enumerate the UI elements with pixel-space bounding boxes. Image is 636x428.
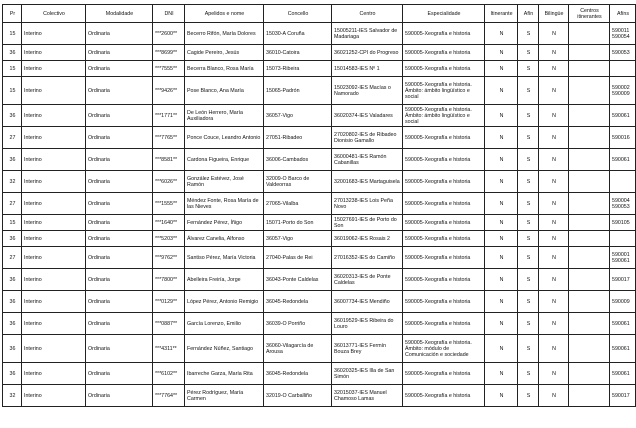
row-centros-itinerantes — [569, 77, 610, 105]
row-pr: 27 — [3, 127, 22, 149]
table-row — [3, 45, 636, 61]
header-pr: Pr — [3, 5, 22, 23]
row-especialidade: 590005-Xeografía e historia — [403, 385, 485, 407]
row-nome: Ponce Couce, Leandro Antonio — [185, 127, 264, 149]
row-afins — [610, 231, 636, 247]
row-itinerante: N — [485, 335, 518, 363]
row-colectivo: Interino — [22, 247, 86, 269]
row-centros-itinerantes — [569, 313, 610, 335]
row-pr: 36 — [3, 45, 22, 61]
row-afins — [610, 61, 636, 77]
row-itinerante: N — [485, 313, 518, 335]
row-nome: Cardona Figueira, Enrique — [185, 149, 264, 171]
row-pr: 36 — [3, 105, 22, 127]
row-afin: S — [518, 127, 539, 149]
row-itinerante: N — [485, 269, 518, 291]
row-centros-itinerantes — [569, 61, 610, 77]
row-centros-itinerantes — [569, 247, 610, 269]
row-itinerante: N — [485, 149, 518, 171]
row-modalidade: Ordinaria — [86, 23, 153, 45]
row-especialidade: 590005-Xeografía e historia — [403, 23, 485, 45]
row-modalidade: Ordinaria — [86, 193, 153, 215]
row-itinerante: N — [485, 105, 518, 127]
row-concello: 15065-Padrón — [264, 77, 332, 105]
row-afins — [610, 171, 636, 193]
row-dni: ***7800** — [153, 269, 185, 291]
row-afins: 590105 — [610, 215, 636, 231]
row-afins: 590017 — [610, 269, 636, 291]
row-concello: 36045-Redondela — [264, 363, 332, 385]
row-afins: 590061 — [610, 313, 636, 335]
row-nome: López Pérez, Antonio Remigio — [185, 291, 264, 313]
row-afin: S — [518, 45, 539, 61]
row-centro: 27013238-IES Lois Peña Novo — [332, 193, 403, 215]
row-colectivo: Interino — [22, 23, 86, 45]
row-concello: 32019-O Carballiño — [264, 385, 332, 407]
table-row — [3, 193, 636, 215]
row-nome: González Estévez, José Ramón — [185, 171, 264, 193]
row-afin: S — [518, 313, 539, 335]
row-nome: Becerro Rifón, María Dolores — [185, 23, 264, 45]
row-pr: 15 — [3, 77, 22, 105]
row-concello: 27040-Palas de Rei — [264, 247, 332, 269]
row-dni: ***6026** — [153, 171, 185, 193]
row-modalidade: Ordinaria — [86, 313, 153, 335]
row-dni: ***7764** — [153, 385, 185, 407]
row-colectivo: Interino — [22, 313, 86, 335]
row-modalidade: Ordinaria — [86, 127, 153, 149]
row-afins: 590001 590061 — [610, 247, 636, 269]
row-afin: S — [518, 149, 539, 171]
table-row — [3, 269, 636, 291]
row-afin: S — [518, 231, 539, 247]
row-afin: S — [518, 193, 539, 215]
row-centros-itinerantes — [569, 231, 610, 247]
header-row — [3, 5, 636, 23]
row-especialidade: 590005-Xeografía e historia — [403, 149, 485, 171]
row-afins: 590053 — [610, 45, 636, 61]
row-itinerante: N — [485, 171, 518, 193]
row-centros-itinerantes — [569, 127, 610, 149]
row-pr: 36 — [3, 291, 22, 313]
row-concello: 36045-Redondela — [264, 291, 332, 313]
row-centros-itinerantes — [569, 105, 610, 127]
row-itinerante: N — [485, 45, 518, 61]
row-concello: 36057-Vigo — [264, 105, 332, 127]
header-especialidade: Especialidade — [403, 5, 485, 23]
row-modalidade: Ordinaria — [86, 77, 153, 105]
row-centros-itinerantes — [569, 193, 610, 215]
row-afins: 590061 — [610, 149, 636, 171]
row-afin: S — [518, 291, 539, 313]
row-pr: 15 — [3, 23, 22, 45]
row-nome: Ibarreche Garza, María Rita — [185, 363, 264, 385]
row-modalidade: Ordinaria — [86, 105, 153, 127]
row-afins: 590061 — [610, 335, 636, 363]
row-centros-itinerantes — [569, 291, 610, 313]
row-itinerante: N — [485, 385, 518, 407]
row-bilingue: N — [539, 45, 569, 61]
table-row — [3, 171, 636, 193]
table-row — [3, 363, 636, 385]
row-colectivo: Interino — [22, 215, 86, 231]
table-row — [3, 291, 636, 313]
row-centro: 15027691-IES de Porto do Son — [332, 215, 403, 231]
row-colectivo: Interino — [22, 291, 86, 313]
row-especialidade: 590005-Xeografía e historia — [403, 61, 485, 77]
row-pr: 27 — [3, 193, 22, 215]
row-itinerante: N — [485, 291, 518, 313]
row-especialidade: 590005-Xeografía e historia. Ámbito: ámbito lingüístico e social — [403, 77, 485, 105]
row-concello: 15071-Porto do Son — [264, 215, 332, 231]
row-modalidade: Ordinaria — [86, 247, 153, 269]
row-afin: S — [518, 269, 539, 291]
table-row — [3, 105, 636, 127]
row-modalidade: Ordinaria — [86, 291, 153, 313]
row-concello: 27051-Ribadeo — [264, 127, 332, 149]
row-nome: Méndez Fonte, Rosa María de las Nieves — [185, 193, 264, 215]
row-centros-itinerantes — [569, 215, 610, 231]
row-concello: 36010-Catoira — [264, 45, 332, 61]
row-concello: 36039-O Porriño — [264, 313, 332, 335]
row-bilingue: N — [539, 215, 569, 231]
row-afin: S — [518, 77, 539, 105]
row-afins: 590002 590009 — [610, 77, 636, 105]
row-centro: 36007734-IES Mendiño — [332, 291, 403, 313]
row-afin: S — [518, 247, 539, 269]
row-bilingue: N — [539, 335, 569, 363]
row-afins: 590061 — [610, 363, 636, 385]
row-colectivo: Interino — [22, 193, 86, 215]
row-nome: Fernández Pérez, Íñigo — [185, 215, 264, 231]
row-centro: 36020313-IES de Ponte Caldelas — [332, 269, 403, 291]
row-especialidade: 590005-Xeografía e historia — [403, 231, 485, 247]
row-colectivo: Interino — [22, 77, 86, 105]
row-centros-itinerantes — [569, 335, 610, 363]
row-afins: 590061 — [610, 105, 636, 127]
row-centro: 36019062-IES Rosais 2 — [332, 231, 403, 247]
row-colectivo: Interino — [22, 61, 86, 77]
row-pr: 36 — [3, 149, 22, 171]
table-row — [3, 77, 636, 105]
row-especialidade: 590005-Xeografía e historia — [403, 291, 485, 313]
row-colectivo: Interino — [22, 385, 86, 407]
header-centro: Centro — [332, 5, 403, 23]
table-row — [3, 61, 636, 77]
row-modalidade: Ordinaria — [86, 385, 153, 407]
row-bilingue: N — [539, 127, 569, 149]
row-afins: 590009 — [610, 291, 636, 313]
row-centros-itinerantes — [569, 45, 610, 61]
row-dni: ***2600** — [153, 23, 185, 45]
row-pr: 36 — [3, 231, 22, 247]
row-nome: Becerra Blanco, Rosa María — [185, 61, 264, 77]
row-colectivo: Interino — [22, 363, 86, 385]
row-centros-itinerantes — [569, 269, 610, 291]
table-row — [3, 231, 636, 247]
row-pr: 32 — [3, 385, 22, 407]
table-body — [3, 23, 636, 407]
row-centro: 27020802-IES de Ribadeo Dionisio Gamallo — [332, 127, 403, 149]
row-itinerante: N — [485, 61, 518, 77]
row-afin: S — [518, 61, 539, 77]
row-nome: Pose Blanco, Ana María — [185, 77, 264, 105]
row-centro: 36020374-IES Valadares — [332, 105, 403, 127]
row-itinerante: N — [485, 127, 518, 149]
row-pr: 36 — [3, 335, 22, 363]
row-nome: Abelleira Freiría, Jorge — [185, 269, 264, 291]
document-page — [2, 4, 630, 407]
row-concello: 36006-Cambados — [264, 149, 332, 171]
row-dni: ***9426** — [153, 77, 185, 105]
row-centros-itinerantes — [569, 23, 610, 45]
row-bilingue: N — [539, 385, 569, 407]
header-bilingue: Bilingüe — [539, 5, 569, 23]
row-colectivo: Interino — [22, 335, 86, 363]
row-afins: 590011 590054 — [610, 23, 636, 45]
row-modalidade: Ordinaria — [86, 171, 153, 193]
row-centro: 36020325-IES Illa de San Simón — [332, 363, 403, 385]
row-concello: 36043-Ponte Caldelas — [264, 269, 332, 291]
row-modalidade: Ordinaria — [86, 231, 153, 247]
row-colectivo: Interino — [22, 149, 86, 171]
row-especialidade: 590005-Xeografía e historia — [403, 127, 485, 149]
row-centro: 36013771-IES Fermín Bouza Brey — [332, 335, 403, 363]
header-afin: Afín — [518, 5, 539, 23]
row-dni: ***8581** — [153, 149, 185, 171]
row-bilingue: N — [539, 291, 569, 313]
row-nome: De León Herrero, María Auxiliadora — [185, 105, 264, 127]
row-dni: ***0887** — [153, 313, 185, 335]
table-row — [3, 313, 636, 335]
table-row — [3, 385, 636, 407]
row-afin: S — [518, 363, 539, 385]
row-concello: 36057-Vigo — [264, 231, 332, 247]
row-dni: ***4311** — [153, 335, 185, 363]
row-afin: S — [518, 335, 539, 363]
row-pr: 36 — [3, 269, 22, 291]
row-itinerante: N — [485, 23, 518, 45]
row-dni: ***9762** — [153, 247, 185, 269]
header-itinerante: Itinerante — [485, 5, 518, 23]
row-nome: Fernández Núñez, Santiago — [185, 335, 264, 363]
row-pr: 36 — [3, 363, 22, 385]
row-especialidade: 590005-Xeografía e historia — [403, 247, 485, 269]
row-dni: ***1555** — [153, 193, 185, 215]
row-nome: Santiso Pérez, María Victoria — [185, 247, 264, 269]
row-dni: ***7555** — [153, 61, 185, 77]
row-modalidade: Ordinaria — [86, 215, 153, 231]
table-row — [3, 215, 636, 231]
row-centros-itinerantes — [569, 149, 610, 171]
row-itinerante: N — [485, 215, 518, 231]
row-especialidade: 590005-Xeografía e historia. Ámbito: módulo de Comunicación e sociedade — [403, 335, 485, 363]
row-dni: ***1640** — [153, 215, 185, 231]
row-modalidade: Ordinaria — [86, 335, 153, 363]
row-especialidade: 590005-Xeografía e historia — [403, 313, 485, 335]
row-especialidade: 590005-Xeografía e historia — [403, 171, 485, 193]
row-pr: 36 — [3, 313, 22, 335]
row-modalidade: Ordinaria — [86, 269, 153, 291]
row-centro: 36019529-IES Ribeira do Louro — [332, 313, 403, 335]
row-itinerante: N — [485, 247, 518, 269]
row-bilingue: N — [539, 77, 569, 105]
row-colectivo: Interino — [22, 127, 86, 149]
row-itinerante: N — [485, 77, 518, 105]
header-afins: Afíns — [610, 5, 636, 23]
row-afin: S — [518, 215, 539, 231]
row-bilingue: N — [539, 363, 569, 385]
header-centros-itinerantes: Centros itinerantes — [569, 5, 610, 23]
row-concello: 15073-Ribeira — [264, 61, 332, 77]
row-nome: García Lorenzo, Emilio — [185, 313, 264, 335]
row-dni: ***5203** — [153, 231, 185, 247]
header-dni: DNI — [153, 5, 185, 23]
row-centro: 15005211-IES Salvador de Madariaga — [332, 23, 403, 45]
row-centros-itinerantes — [569, 363, 610, 385]
row-modalidade: Ordinaria — [86, 363, 153, 385]
row-bilingue: N — [539, 61, 569, 77]
header-concello: Concello — [264, 5, 332, 23]
row-bilingue: N — [539, 231, 569, 247]
row-itinerante: N — [485, 193, 518, 215]
row-centro: 32015037-IES Manuel Chamoso Lamas — [332, 385, 403, 407]
row-nome: Cagide Pereiro, Jesús — [185, 45, 264, 61]
row-centros-itinerantes — [569, 385, 610, 407]
row-pr: 15 — [3, 61, 22, 77]
row-pr: 32 — [3, 171, 22, 193]
row-colectivo: Interino — [22, 45, 86, 61]
row-colectivo: Interino — [22, 231, 86, 247]
row-centros-itinerantes — [569, 171, 610, 193]
row-centro: 15014583-IES Nº 1 — [332, 61, 403, 77]
row-dni: ***8699** — [153, 45, 185, 61]
row-especialidade: 590005-Xeografía e historia. Ámbito: ámbito lingüístico e social — [403, 105, 485, 127]
row-concello: 32009-O Barco de Valdeorras — [264, 171, 332, 193]
row-afins: 590004 590053 — [610, 193, 636, 215]
table-row — [3, 127, 636, 149]
table-row — [3, 23, 636, 45]
row-colectivo: Interino — [22, 105, 86, 127]
header-apelidos-nome: Apelidos e nome — [185, 5, 264, 23]
row-afins: 590017 — [610, 385, 636, 407]
row-especialidade: 590005-Xeografía e historia — [403, 45, 485, 61]
row-dni: ***6102** — [153, 363, 185, 385]
row-concello: 36060-Vilagarcía de Arousa — [264, 335, 332, 363]
row-modalidade: Ordinaria — [86, 149, 153, 171]
row-bilingue: N — [539, 313, 569, 335]
row-especialidade: 590005-Xeografía e historia — [403, 269, 485, 291]
row-centro: 32001683-IES Martaguisela — [332, 171, 403, 193]
assignments-table — [2, 4, 636, 407]
header-colectivo: Colectivo — [22, 5, 86, 23]
table-row — [3, 149, 636, 171]
row-dni: ***0129** — [153, 291, 185, 313]
row-centro: 36021252-CPI do Progreso — [332, 45, 403, 61]
row-afin: S — [518, 105, 539, 127]
row-afin: S — [518, 385, 539, 407]
row-afin: S — [518, 171, 539, 193]
row-nome: Pérez Rodríguez, María Carmen — [185, 385, 264, 407]
row-bilingue: N — [539, 23, 569, 45]
row-dni: ***1771** — [153, 105, 185, 127]
header-modalidade: Modalidade — [86, 5, 153, 23]
row-bilingue: N — [539, 247, 569, 269]
row-especialidade: 590005-Xeografía e historia — [403, 363, 485, 385]
row-itinerante: N — [485, 363, 518, 385]
row-bilingue: N — [539, 269, 569, 291]
row-concello: 15030-A Coruña — [264, 23, 332, 45]
row-centro: 15023092-IES Macías o Namorado — [332, 77, 403, 105]
row-especialidade: 590005-Xeografía e historia — [403, 193, 485, 215]
table-row — [3, 335, 636, 363]
row-nome: Álvarez Canelia, Alfonso — [185, 231, 264, 247]
row-pr: 27 — [3, 247, 22, 269]
row-bilingue: N — [539, 105, 569, 127]
row-centro: 27016352-IES do Camiño — [332, 247, 403, 269]
row-bilingue: N — [539, 193, 569, 215]
row-afin: S — [518, 23, 539, 45]
row-modalidade: Ordinaria — [86, 45, 153, 61]
row-colectivo: Interino — [22, 269, 86, 291]
row-bilingue: N — [539, 171, 569, 193]
row-centro: 36000481-IES Ramón Cabanillas — [332, 149, 403, 171]
row-bilingue: N — [539, 149, 569, 171]
table-row — [3, 247, 636, 269]
row-concello: 27065-Vilalba — [264, 193, 332, 215]
row-dni: ***7765** — [153, 127, 185, 149]
row-colectivo: Interino — [22, 171, 86, 193]
row-itinerante: N — [485, 231, 518, 247]
row-modalidade: Ordinaria — [86, 61, 153, 77]
row-pr: 15 — [3, 215, 22, 231]
row-afins: 590016 — [610, 127, 636, 149]
row-especialidade: 590005-Xeografía e historia — [403, 215, 485, 231]
